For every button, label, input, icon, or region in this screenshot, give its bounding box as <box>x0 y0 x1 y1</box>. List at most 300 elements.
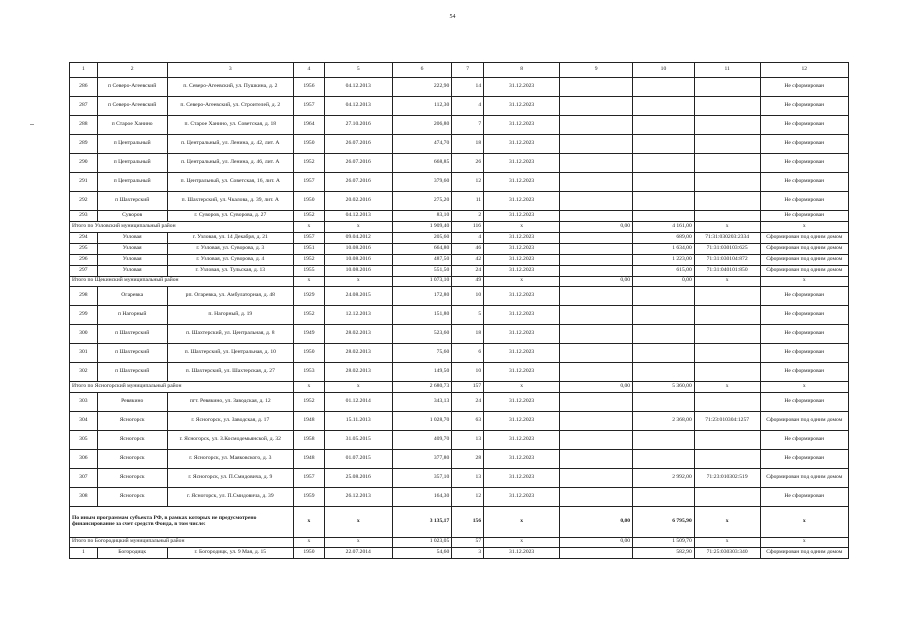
table-cell: 71:31:040101:850 <box>694 265 760 276</box>
table-cell: 301 <box>70 344 98 363</box>
table-cell: 10.08.2016 <box>324 265 392 276</box>
district-total-row <box>70 276 849 287</box>
table-cell: 291 <box>70 173 98 192</box>
table-cell <box>633 173 695 192</box>
table-cell <box>633 449 695 468</box>
district-total-row <box>70 537 849 548</box>
table-cell: 1964 <box>294 116 325 135</box>
table-cell: 275,20 <box>392 192 452 211</box>
column-number-header: 7 <box>452 63 484 78</box>
table-cell: 295 <box>70 243 98 254</box>
table-cell: 31.12.2023 <box>484 344 560 363</box>
table-cell <box>560 154 633 173</box>
program-table <box>69 62 849 559</box>
total-label: Итого по Ясногорский муниципальный район <box>70 382 294 393</box>
table-cell <box>560 116 633 135</box>
table-cell: 28.02.2013 <box>324 344 392 363</box>
table-cell: 26.07.2016 <box>324 135 392 154</box>
total-cell: x <box>694 382 760 393</box>
table-cell: 5 <box>452 306 484 325</box>
table-cell <box>560 78 633 97</box>
table-cell: 28 <box>452 449 484 468</box>
total-cell: x <box>294 537 325 548</box>
table-cell: п. Шахтерский, ул. Шахтерская, д. 27 <box>167 363 293 382</box>
table-cell: 31.12.2023 <box>484 192 560 211</box>
table-cell: п. Северо-Агеевский, ул. Строителей, д. 2 <box>167 97 293 116</box>
table-cell: 1929 <box>294 287 325 306</box>
table-cell: 2 368,00 <box>633 411 695 430</box>
table-cell: Сформирован под одним домом <box>760 468 848 487</box>
table-cell: 14 <box>452 78 484 97</box>
table-cell: п Северо-Агеевский <box>97 78 167 97</box>
column-number-header: 3 <box>167 63 293 78</box>
table-cell: г. Узловая, ул. Суворова, д. 4 <box>167 254 293 265</box>
table-cell: 2 992,00 <box>633 468 695 487</box>
table-cell <box>560 392 633 411</box>
table-cell: 293 <box>70 211 98 222</box>
table-row <box>70 411 849 430</box>
table-cell: 22.07.2014 <box>324 548 392 559</box>
table-cell <box>694 392 760 411</box>
table-cell: 18 <box>452 325 484 344</box>
table-cell <box>694 135 760 154</box>
total-cell: x <box>760 222 848 233</box>
table-cell: г. Узловая, ул. Тульская, д. 13 <box>167 265 293 276</box>
table-cell: 112,30 <box>392 97 452 116</box>
table-cell: 6 <box>452 344 484 363</box>
table-cell: Суворов <box>97 211 167 222</box>
table-cell: 1959 <box>294 487 325 506</box>
total-cell: 57 <box>452 537 484 548</box>
table-cell: Сформирован под одним домом <box>760 548 848 559</box>
table-cell: 164,30 <box>392 487 452 506</box>
table-cell: Ясногорск <box>97 487 167 506</box>
table-cell: 31.12.2023 <box>484 468 560 487</box>
table-cell: Сформирован под одним домом <box>760 411 848 430</box>
table-cell <box>694 173 760 192</box>
page-number: 54 <box>449 14 456 20</box>
table-row <box>70 430 849 449</box>
table-cell: г. Ясногорск, ул. П.Смидовича, д. 39 <box>167 487 293 506</box>
table-cell: 357,10 <box>392 468 452 487</box>
table-row <box>70 211 849 222</box>
table-cell: 305 <box>70 430 98 449</box>
table-cell: 46 <box>452 243 484 254</box>
table-cell: 615,00 <box>633 265 695 276</box>
table-cell: Не сформирован <box>760 449 848 468</box>
table-cell: 20.02.2016 <box>324 192 392 211</box>
table-cell: г. Ясногорск, ул. Заводская, д. 17 <box>167 411 293 430</box>
total-cell: 0,00 <box>633 276 695 287</box>
table-cell: Не сформирован <box>760 487 848 506</box>
column-number-header: 11 <box>694 63 760 78</box>
table-cell <box>560 468 633 487</box>
table-cell: п. Шахтерский, ул. Центральная, д. 10 <box>167 344 293 363</box>
table-cell: 31.12.2023 <box>484 430 560 449</box>
table-cell: 1958 <box>294 430 325 449</box>
table-cell: 24 <box>452 392 484 411</box>
table-cell <box>560 306 633 325</box>
table-cell: 31.12.2023 <box>484 487 560 506</box>
table-cell <box>560 449 633 468</box>
table-cell <box>633 363 695 382</box>
table-cell <box>560 211 633 222</box>
table-cell: 1950 <box>294 192 325 211</box>
table-row <box>70 306 849 325</box>
table-cell: 1950 <box>294 135 325 154</box>
table-cell: 31.12.2023 <box>484 173 560 192</box>
table-cell: 31.12.2023 <box>484 116 560 135</box>
table-cell: п. Центральный, ул. Ленина, д. 46, лит. А <box>167 154 293 173</box>
table-cell: Не сформирован <box>760 135 848 154</box>
table-cell: 71:23:010304:1257 <box>694 411 760 430</box>
table-cell: 12 <box>452 487 484 506</box>
table-cell <box>560 430 633 449</box>
table-cell: 474,70 <box>392 135 452 154</box>
table-cell: 04.12.2013 <box>324 78 392 97</box>
total-cell: x <box>694 506 760 537</box>
table-cell: 1948 <box>294 449 325 468</box>
table-cell: п Шахтерский <box>97 325 167 344</box>
total-cell: 1 023,05 <box>392 537 452 548</box>
table-cell: Не сформирован <box>760 97 848 116</box>
table-cell: 306 <box>70 449 98 468</box>
table-cell: 13 <box>452 468 484 487</box>
table-cell: 1952 <box>294 211 325 222</box>
table-cell: 668,85 <box>392 154 452 173</box>
total-cell: x <box>760 382 848 393</box>
table-cell <box>560 192 633 211</box>
table-cell: 83,10 <box>392 211 452 222</box>
program-total-row <box>70 506 849 537</box>
total-cell: x <box>694 222 760 233</box>
total-cell: 5 360,00 <box>633 382 695 393</box>
table-cell <box>694 211 760 222</box>
column-number-header: 4 <box>294 63 325 78</box>
table-cell: 1957 <box>294 173 325 192</box>
table-cell: 26.07.2016 <box>324 154 392 173</box>
table-cell: Сформирован под одним домом <box>760 243 848 254</box>
total-cell: x <box>484 382 560 393</box>
table-row <box>70 232 849 243</box>
table-cell: 343,13 <box>392 392 452 411</box>
table-cell: Не сформирован <box>760 192 848 211</box>
table-cell: 151,80 <box>392 306 452 325</box>
table-cell: 31.12.2023 <box>484 232 560 243</box>
table-cell: 71:25:030303:340 <box>694 548 760 559</box>
table-cell: г. Суворов, ул. Суворова, д. 27 <box>167 211 293 222</box>
table-cell <box>560 243 633 254</box>
table-row <box>70 449 849 468</box>
table-cell <box>694 154 760 173</box>
total-cell: 0,00 <box>560 537 633 548</box>
total-cell: x <box>324 222 392 233</box>
table-cell: 287 <box>70 97 98 116</box>
table-cell: Ясногорск <box>97 468 167 487</box>
total-cell: 1 073,10 <box>392 276 452 287</box>
table-cell: п Шахтерский <box>97 344 167 363</box>
table-cell: 31.12.2023 <box>484 243 560 254</box>
table-cell <box>560 232 633 243</box>
table-cell: 1956 <box>294 78 325 97</box>
table-row <box>70 265 849 276</box>
table-cell: п. Шахтерский, ул. Центральная, д. 8 <box>167 325 293 344</box>
table-cell: п Центральный <box>97 154 167 173</box>
total-cell: 0,00 <box>560 276 633 287</box>
table-row <box>70 97 849 116</box>
table-cell: 28.02.2013 <box>324 325 392 344</box>
table-cell <box>560 265 633 276</box>
table-row <box>70 116 849 135</box>
table-cell: г. Ясногорск, ул. З.Космодемьянской, д. 32 <box>167 430 293 449</box>
table-cell <box>560 344 633 363</box>
table-cell: 1950 <box>294 344 325 363</box>
table-cell <box>560 325 633 344</box>
column-number-header: 8 <box>484 63 560 78</box>
table-cell <box>560 135 633 154</box>
table-cell: 296 <box>70 254 98 265</box>
table-cell: 31.12.2023 <box>484 392 560 411</box>
table-cell <box>560 487 633 506</box>
table-cell <box>633 97 695 116</box>
table-cell: 1 <box>70 548 98 559</box>
table-cell: 300 <box>70 325 98 344</box>
table-cell: п. Шахтерский, ул. Чкалова, д. 39, лит. А <box>167 192 293 211</box>
table-cell: Узловая <box>97 232 167 243</box>
table-row <box>70 287 849 306</box>
table-cell <box>694 430 760 449</box>
table-cell: 302 <box>70 363 98 382</box>
table-cell: 31.12.2023 <box>484 287 560 306</box>
table-row <box>70 468 849 487</box>
table-cell: 299 <box>70 306 98 325</box>
table-cell: 12 <box>452 173 484 192</box>
table-cell: 1948 <box>294 411 325 430</box>
table-cell: 1952 <box>294 254 325 265</box>
table-cell: пгт. Ревякино, ул. Заводская, д. 12 <box>167 392 293 411</box>
total-cell: 1 509,70 <box>633 537 695 548</box>
total-label: Итого по Богородицкий муниципальный район <box>70 537 294 548</box>
table-cell: Узловая <box>97 243 167 254</box>
table-cell: Узловая <box>97 265 167 276</box>
table-cell: Не сформирован <box>760 430 848 449</box>
table-cell: 379,60 <box>392 173 452 192</box>
total-cell: x <box>324 506 392 537</box>
table-row <box>70 548 849 559</box>
table-cell: Не сформирован <box>760 363 848 382</box>
table-cell: 409,70 <box>392 430 452 449</box>
total-cell: x <box>694 276 760 287</box>
total-cell: 1 909,40 <box>392 222 452 233</box>
total-cell: 2 680,73 <box>392 382 452 393</box>
table-row <box>70 192 849 211</box>
table-cell <box>694 97 760 116</box>
table-cell: п Северо-Агеевский <box>97 97 167 116</box>
table-cell: 04.12.2013 <box>324 211 392 222</box>
table-cell: 31.12.2023 <box>484 411 560 430</box>
table-cell: 10 <box>452 287 484 306</box>
total-cell: 6 795,90 <box>633 506 695 537</box>
table-cell: Не сформирован <box>760 325 848 344</box>
table-cell: 1 028,70 <box>392 411 452 430</box>
table-cell <box>633 287 695 306</box>
table-cell <box>694 306 760 325</box>
table-row <box>70 173 849 192</box>
table-cell <box>560 173 633 192</box>
table-cell: 31.05.2015 <box>324 430 392 449</box>
table-cell <box>633 192 695 211</box>
table-cell <box>633 211 695 222</box>
table-cell: 15.11.2013 <box>324 411 392 430</box>
table-row <box>70 363 849 382</box>
total-cell: x <box>484 506 560 537</box>
table-cell: 27.10.2016 <box>324 116 392 135</box>
table-cell <box>633 116 695 135</box>
table-cell: г. Узловая, ул. Суворова, д. 3 <box>167 243 293 254</box>
table-cell: Сформирован под одним домом <box>760 254 848 265</box>
table-row <box>70 325 849 344</box>
total-cell: 0,00 <box>560 506 633 537</box>
table-cell: 28.02.2013 <box>324 363 392 382</box>
table-cell: 307 <box>70 468 98 487</box>
district-total-row <box>70 382 849 393</box>
table-cell: Богородицк <box>97 548 167 559</box>
total-cell: x <box>324 382 392 393</box>
table-cell: Ясногорск <box>97 449 167 468</box>
table-cell: 7 <box>452 116 484 135</box>
total-cell: 0,00 <box>560 222 633 233</box>
total-cell: 0,00 <box>560 382 633 393</box>
table-cell: Не сформирован <box>760 78 848 97</box>
table-cell: Не сформирован <box>760 116 848 135</box>
total-label: Итого по Щекинский муниципальный район <box>70 276 294 287</box>
table-cell <box>694 287 760 306</box>
table-cell: 31.12.2023 <box>484 135 560 154</box>
table-cell: п Старое Ханино <box>97 116 167 135</box>
table-cell: 26 <box>452 154 484 173</box>
table-cell: 63 <box>452 411 484 430</box>
table-cell: 26.07.2016 <box>324 173 392 192</box>
total-cell: x <box>324 537 392 548</box>
table-cell: 487,50 <box>392 254 452 265</box>
table-row <box>70 487 849 506</box>
table-cell <box>560 254 633 265</box>
table-cell: п. Старое Ханино, ул. Советская, д. 18 <box>167 116 293 135</box>
table-cell: Не сформирован <box>760 344 848 363</box>
table-cell: п Шахтерский <box>97 192 167 211</box>
table-cell: 1952 <box>294 392 325 411</box>
table-cell: 3 <box>452 548 484 559</box>
scan-mark <box>30 124 34 125</box>
table-cell <box>694 78 760 97</box>
total-cell: x <box>294 222 325 233</box>
table-cell <box>633 392 695 411</box>
table-cell: 377,80 <box>392 449 452 468</box>
table-cell: п Нагорный <box>97 306 167 325</box>
header-row <box>70 63 849 78</box>
column-number-header: 1 <box>70 63 98 78</box>
table-cell: 01.07.2015 <box>324 449 392 468</box>
table-cell: Не сформирован <box>760 306 848 325</box>
table-cell: 582,90 <box>633 548 695 559</box>
total-label: По иным программам субъекта РФ, в рамках которых не предусмотрено финансирование за счет средств Фонда, в том числе: <box>70 506 294 537</box>
table-cell: 523,60 <box>392 325 452 344</box>
table-cell: 689,00 <box>633 232 695 243</box>
table-cell <box>633 487 695 506</box>
table-cell: п. Центральный, ул. Ленина, д. 42, лит. А <box>167 135 293 154</box>
table-cell <box>694 344 760 363</box>
table-cell: 54,60 <box>392 548 452 559</box>
table-row <box>70 344 849 363</box>
table-cell: рп. Огаревка, ул. Амбулаторная, д. 48 <box>167 287 293 306</box>
table-cell: 13 <box>452 430 484 449</box>
table-cell: 288 <box>70 116 98 135</box>
total-cell: x <box>294 506 325 537</box>
table-cell: г. Ясногорск, ул. П.Смидовича, д. 9 <box>167 468 293 487</box>
table-cell: 09.04.2012 <box>324 232 392 243</box>
table-cell: 31.12.2023 <box>484 265 560 276</box>
district-total-row <box>70 222 849 233</box>
table-cell: п Шахтерский <box>97 363 167 382</box>
table-cell <box>694 116 760 135</box>
table-cell: 1949 <box>294 325 325 344</box>
table-cell: 2 <box>452 211 484 222</box>
table-cell: 286 <box>70 78 98 97</box>
table-cell: 31.12.2023 <box>484 97 560 116</box>
table-row <box>70 154 849 173</box>
table-cell: 1 634,00 <box>633 243 695 254</box>
table-cell <box>560 363 633 382</box>
table-row <box>70 392 849 411</box>
table-cell: 297 <box>70 265 98 276</box>
table-cell: 149,50 <box>392 363 452 382</box>
table-cell: 18 <box>452 135 484 154</box>
table-cell: 12.12.2013 <box>324 306 392 325</box>
table-cell: Узловая <box>97 254 167 265</box>
table-cell: 289 <box>70 135 98 154</box>
table-cell: 04.12.2013 <box>324 97 392 116</box>
table-cell: 1955 <box>294 265 325 276</box>
table-cell: 1 223,00 <box>633 254 695 265</box>
total-cell: 157 <box>452 382 484 393</box>
table-cell: 1952 <box>294 154 325 173</box>
table-cell: Не сформирован <box>760 392 848 411</box>
table-row <box>70 135 849 154</box>
table-cell: 31.12.2023 <box>484 548 560 559</box>
table-cell: 4 <box>452 97 484 116</box>
table-cell <box>694 363 760 382</box>
column-number-header: 10 <box>633 63 695 78</box>
table-cell: 71:23:010302:519 <box>694 468 760 487</box>
table-cell: 308 <box>70 487 98 506</box>
total-cell: 156 <box>452 506 484 537</box>
table-cell: 292 <box>70 192 98 211</box>
table-cell: 75,60 <box>392 344 452 363</box>
table-cell: 664,80 <box>392 243 452 254</box>
total-cell: 49 <box>452 276 484 287</box>
total-cell: x <box>484 276 560 287</box>
total-cell: x <box>760 506 848 537</box>
table-cell: 31.12.2023 <box>484 254 560 265</box>
table-cell <box>560 548 633 559</box>
table-cell: Ревякино <box>97 392 167 411</box>
table-cell: Ясногорск <box>97 430 167 449</box>
column-number-header: 12 <box>760 63 848 78</box>
table-cell: Не сформирован <box>760 211 848 222</box>
table-row <box>70 254 849 265</box>
table-cell: 11 <box>452 192 484 211</box>
table-cell: 298 <box>70 287 98 306</box>
